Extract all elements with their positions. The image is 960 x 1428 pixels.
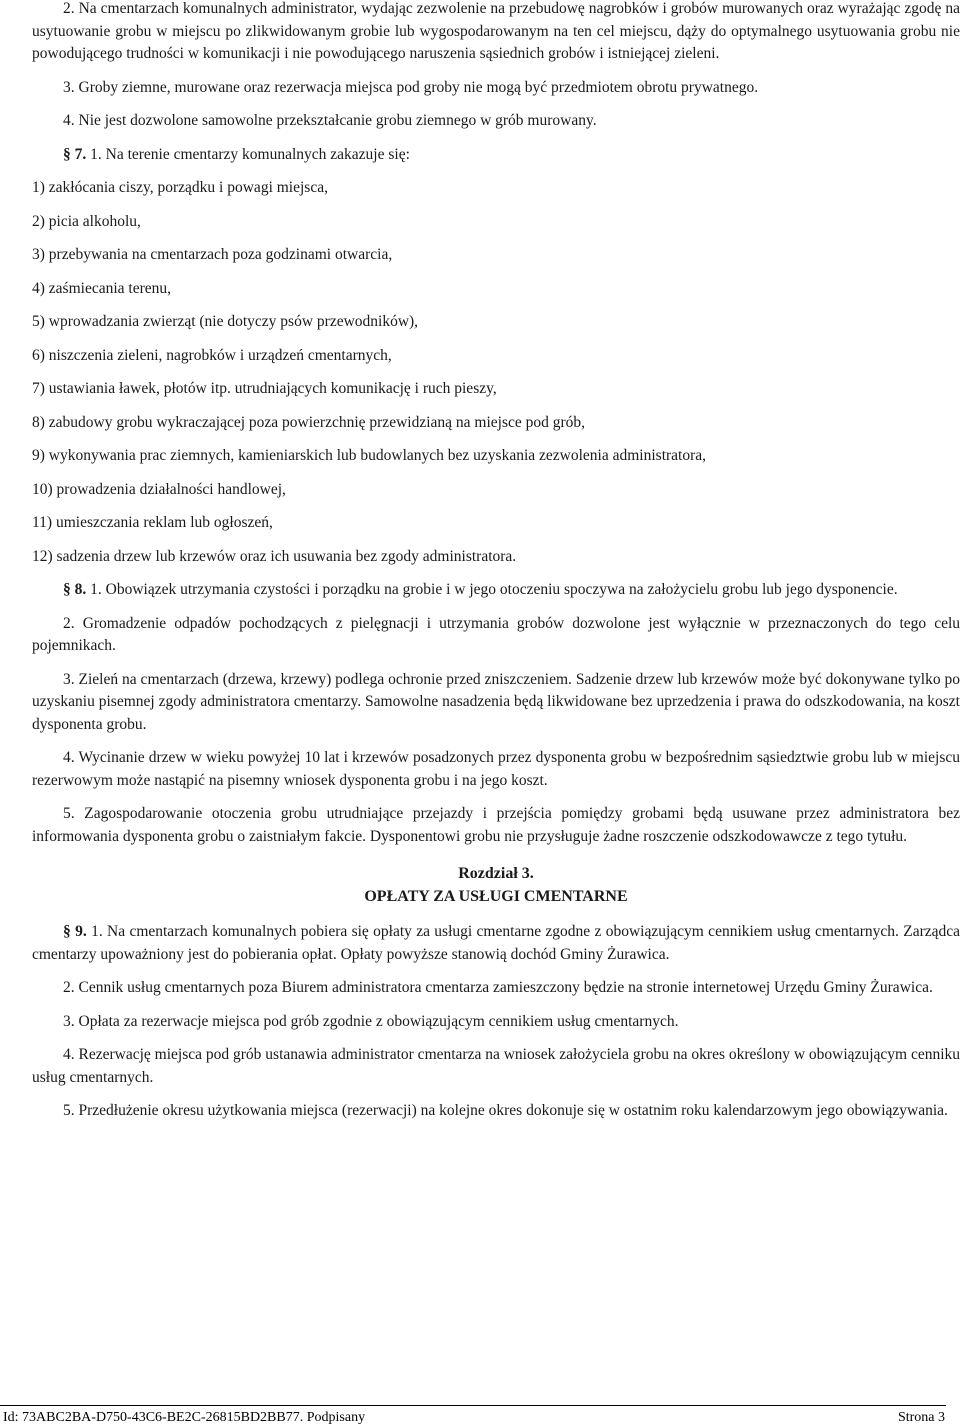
list-item: 10) prowadzenia działalności handlowej, — [32, 480, 286, 498]
document-id: Id: 73ABC2BA-D750-43C6-BE2C-26815BD2BB77. Podpisany — [3, 1410, 366, 1425]
point-text: Wycinanie drzew w wieku powyżej 10 lat i krzewów posadzonych przez dysponenta grobu w bezpośrednim sąsiedztwie grobu lub w miejscu rezerwowym może nastąpić na pisemny wniosek dysponenta grobu i na jego koszt. — [32, 749, 960, 789]
point-text: Nie jest dozwolone samowolne przekształcanie grobu ziemnego w grób murowany. — [78, 112, 597, 129]
point-text: Groby ziemne, murowane oraz rezerwacja miejsca pod groby nie mogą być przedmiotem obrotu prywatnego. — [78, 78, 759, 96]
chapter-heading — [32, 862, 960, 908]
point-text: Na terenie cmentarzy komunalnych zakazuje się: — [105, 145, 410, 163]
list-item: 2) picia alkoholu, — [32, 212, 141, 230]
point-text: Gromadzenie odpadów pochodzących z pielęgnacji i utrzymania grobów dozwolone jest wyłącznie w przeznaczonych do tego celu pojemnikach. — [32, 614, 960, 654]
point-number: 4. — [63, 1046, 75, 1063]
point-text: Obowiązek utrzymania czystości i porządku na grobie i w jego otoczeniu spoczywa na założycielu grobu lub jego dysponencie. — [105, 581, 898, 598]
list-item: 1) zakłócania ciszy, porządku i powagi miejsca, — [32, 179, 328, 196]
point-number: 5. — [63, 1102, 75, 1119]
list-item: 9) wykonywania prac ziemnych, kamieniarskich lub budowlanych bez uzyskania zezwolenia administratora, — [32, 447, 707, 464]
point-number: 2. — [63, 0, 75, 17]
section-sign: § 7. — [63, 145, 87, 163]
point-text: Na cmentarzach komunalnych administrator, wydając zezwolenie na przebudowę nagrobków i grobów murowanych oraz wyrażając zgodę na usytuowanie grobu w miejscu po zlikwidowanym grobie lub wygospodarowanym na ten cel miejscu, dąży do optymalnego usytuowania grobu nie powodującego trudności w komunikacji i nie powodującego naruszenia sąsiednich grobów i istniejącej zieleni. — [32, 0, 960, 62]
section-9-point-1 — [32, 921, 960, 966]
list-item: 3) przebywania na cmentarzach poza godzinami otwarcia, — [32, 246, 393, 263]
list-item: 11) umieszczania reklam lub ogłoszeń, — [32, 514, 273, 531]
list-item: 6) niszczenia zieleni, nagrobków i urządzeń cmentarnych, — [32, 346, 392, 364]
paragraph-point-4 — [32, 110, 960, 133]
point-number: 1. — [91, 923, 103, 940]
point-number: 3. — [63, 78, 75, 96]
point-text: Zagospodarowanie otoczenia grobu utrudniające przejazdy i przejścia pomiędzy grobami będą usuwane przez administratora bez informowania dysponenta grobu o zaistniałym fakcie. Dysponentowi grobu nie przysługuje żadne roszczenie odszkodowawcze z tego tytułu. — [32, 805, 960, 845]
section-7-intro — [32, 144, 960, 167]
list-item: 5) wprowadzania zwierząt (nie dotyczy psów przewodników), — [32, 313, 419, 330]
section-9-point-5 — [32, 1100, 960, 1123]
section-sign: § 8. — [63, 581, 87, 598]
section-sign: § 9. — [63, 923, 87, 940]
point-number: 3. — [63, 1012, 75, 1030]
point-number: 2. — [63, 614, 75, 632]
point-number: 2. — [63, 979, 75, 996]
section-8-point-5 — [32, 803, 960, 848]
point-number: 1. — [90, 581, 102, 598]
point-number: 4. — [63, 112, 75, 129]
section-8-point-1 — [32, 579, 960, 602]
section-8-point-3 — [32, 669, 960, 737]
point-text: Przedłużenie okresu użytkowania miejsca (rezerwacji) na kolejne okres dokonuje się w ostatnim roku kalendarzowym jego obowiązywania. — [78, 1102, 948, 1119]
list-item: 7) ustawiania ławek, płotów itp. utrudniających komunikację i ruch pieszy, — [32, 380, 497, 397]
point-number: 3. — [63, 670, 75, 688]
page-number: Strona 3 — [897, 1410, 945, 1425]
point-text: Na cmentarzach komunalnych pobiera się opłaty za usługi cmentarne zgodne z obowiązującym cennikiem usług cmentarnych. Zarządca cmentarzy upoważniony jest do pobierania opłat. Opłaty powyższe stanowią dochód Gminy Żurawica. — [32, 923, 960, 963]
section-9-point-4 — [32, 1044, 960, 1089]
section-8-point-4 — [32, 747, 960, 792]
point-number: 4. — [63, 749, 75, 766]
point-number: 1. — [90, 145, 102, 163]
list-item: 4) zaśmiecania terenu, — [32, 279, 171, 297]
prohibition-list — [32, 177, 960, 568]
paragraph-point-2 — [32, 0, 960, 66]
section-8-point-2 — [32, 613, 960, 658]
chapter-title: OPŁATY ZA USŁUGI CMENTARNE — [364, 888, 628, 905]
footer-divider — [0, 1405, 946, 1406]
list-item: 12) sadzenia drzew lub krzewów oraz ich usuwania bez zgody administratora. — [32, 547, 517, 565]
point-text: Rezerwację miejsca pod grób ustanawia administrator cmentarza na wniosek założyciela grobu na okres określony w obowiązującym cenniku usług cmentarnych. — [32, 1046, 960, 1086]
paragraph-point-3 — [32, 77, 960, 100]
chapter-number: Rozdział 3. — [458, 865, 534, 882]
point-number: 5. — [63, 805, 75, 822]
section-9-point-2 — [32, 977, 960, 1000]
point-text: Cennik usług cmentarnych poza Biurem administratora cmentarza zamieszczony będzie na stronie internetowej Urzędu Gminy Żurawica. — [78, 979, 933, 996]
section-9-point-3 — [32, 1011, 960, 1034]
document-page — [32, 0, 960, 1123]
list-item: 8) zabudowy grobu wykraczającej poza powierzchnię przewidzianą na miejsce pod grób, — [32, 413, 586, 431]
point-text: Opłata za rezerwacje miejsca pod grób zgodnie z obowiązującym cennikiem usług cmentarnych. — [78, 1012, 679, 1030]
point-text: Zieleń na cmentarzach (drzewa, krzewy) podlega ochronie przed zniszczeniem. Sadzenie drzew lub krzewów może być dokonywane tylko po uzyskaniu pisemnej zgody administratora cmentarzy. Samowolne nasadzenia będą likwidowane bez uprzedzenia i prawa do odszkodowania, na koszt dysponenta grobu. — [32, 670, 960, 733]
